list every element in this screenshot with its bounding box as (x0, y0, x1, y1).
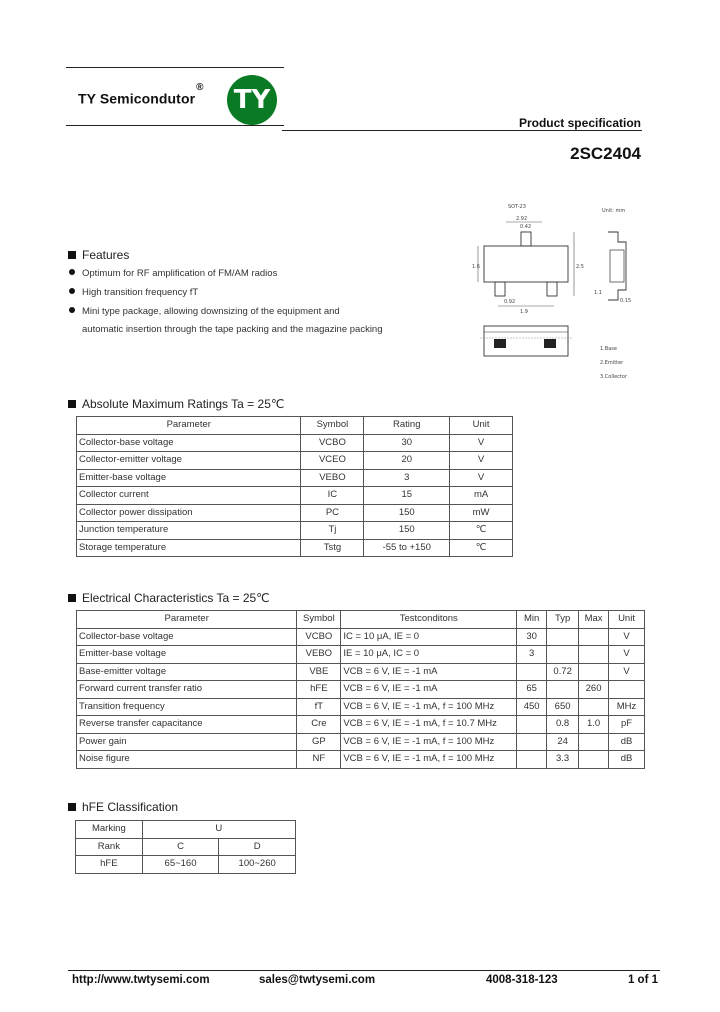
cell: 1.0 (579, 716, 609, 734)
dim-b: 0.42 (520, 224, 532, 230)
cell: VCB = 6 V, IE = -1 mA, f = 100 MHz (341, 751, 517, 769)
cell (579, 663, 609, 681)
table-row (76, 821, 296, 839)
cell: Rank (76, 838, 143, 856)
cell (579, 628, 609, 646)
cell: ℃ (450, 522, 513, 540)
cell: GP (297, 733, 341, 751)
cell: IE = 10 μA, IC = 0 (341, 646, 517, 664)
table-row (77, 539, 513, 557)
cell: VBE (297, 663, 341, 681)
cell: VCB = 6 V, IE = -1 mA, f = 100 MHz (341, 733, 517, 751)
cell: 30 (364, 434, 450, 452)
cell: VCB = 6 V, IE = -1 mA, f = 100 MHz (341, 698, 517, 716)
cell: VCBO (297, 628, 341, 646)
table-row (77, 698, 645, 716)
cell: Collector-base voltage (77, 628, 297, 646)
cell (517, 663, 547, 681)
header-cell: Min (517, 611, 547, 629)
cell: 260 (579, 681, 609, 699)
cell: VCB = 6 V, IE = -1 mA, f = 10.7 MHz (341, 716, 517, 734)
cell: VCB = 6 V, IE = -1 mA (341, 663, 517, 681)
cell: 3 (364, 469, 450, 487)
cell: dB (609, 751, 645, 769)
table-row (76, 838, 296, 856)
header-cell: Symbol (297, 611, 341, 629)
header-cell: Testconditons (341, 611, 517, 629)
footer-email-link[interactable]: sales@twtysemi.com (259, 974, 376, 986)
cell: 0.8 (547, 716, 579, 734)
part-number: 2SC2404 (570, 144, 641, 163)
features-heading: Features (68, 248, 129, 262)
table-row (77, 469, 513, 487)
table-row (77, 487, 513, 505)
cell: VCBO (301, 434, 364, 452)
cell: Emitter-base voltage (77, 646, 297, 664)
cell: 30 (517, 628, 547, 646)
dim-f: 1.6 (472, 264, 480, 270)
cell: IC (301, 487, 364, 505)
cell: hFE (76, 856, 143, 874)
cell: -55 to +150 (364, 539, 450, 557)
header-mid-rule (66, 125, 284, 126)
header-cell: Unit (450, 417, 513, 435)
cell: V (609, 646, 645, 664)
cell: Transition frequency (77, 698, 297, 716)
cell: 150 (364, 504, 450, 522)
abs-max-table (76, 416, 513, 557)
cell: VEBO (297, 646, 341, 664)
cell: 15 (364, 487, 450, 505)
dim-c: 1.9 (520, 309, 528, 315)
cell (517, 733, 547, 751)
cell (579, 698, 609, 716)
cell: Storage temperature (77, 539, 301, 557)
cell (579, 646, 609, 664)
header-cell: Parameter (77, 417, 301, 435)
table-header-row (77, 611, 645, 629)
cell (547, 681, 579, 699)
cell: D (219, 838, 296, 856)
cell: 3 (517, 646, 547, 664)
cell: mA (450, 487, 513, 505)
table-row (77, 681, 645, 699)
pin-1-label: 1.Base (600, 346, 617, 352)
footer-website-link[interactable]: http://www.twtysemi.com (72, 974, 210, 986)
feature-item: Mini type package, allowing downsizing of the equipment and (69, 306, 340, 317)
cell: pF (609, 716, 645, 734)
cell: 450 (517, 698, 547, 716)
cell: C (142, 838, 219, 856)
cell: Power gain (77, 733, 297, 751)
dim-h: 1.1 (594, 290, 602, 296)
company-logo: TY (227, 75, 277, 125)
cell: Marking (76, 821, 143, 839)
header-cell: Max (579, 611, 609, 629)
cell (579, 751, 609, 769)
table-row (77, 434, 513, 452)
cell: Base-emitter voltage (77, 663, 297, 681)
dim-g: 0.15 (620, 298, 632, 304)
cell: Collector-base voltage (77, 434, 301, 452)
header-cell: Rating (364, 417, 450, 435)
table-header-row (77, 417, 513, 435)
dim-d: 0.92 (504, 299, 516, 305)
cell: Collector current (77, 487, 301, 505)
feature-item: High transition frequency fT (69, 287, 198, 298)
cell: 65 (517, 681, 547, 699)
feature-item: Optimum for RF amplification of FM/AM radios (69, 268, 277, 279)
cell: V (609, 628, 645, 646)
cell: NF (297, 751, 341, 769)
table-row (77, 646, 645, 664)
header-cell: Symbol (301, 417, 364, 435)
table-row (76, 856, 296, 874)
table-row (77, 522, 513, 540)
cell (609, 681, 645, 699)
hfe-table (75, 820, 296, 874)
cell (579, 733, 609, 751)
pin-3-label: 3.Collector (600, 374, 627, 380)
table-row (77, 733, 645, 751)
cell: U (142, 821, 295, 839)
cell: 150 (364, 522, 450, 540)
footer-rule (68, 970, 660, 971)
cell: PC (301, 504, 364, 522)
hfe-heading: hFE Classification (68, 800, 178, 814)
company-name: TY Semicondutor® (78, 82, 204, 107)
cell (517, 716, 547, 734)
cell: V (450, 452, 513, 470)
cell: VEBO (301, 469, 364, 487)
cell: Emitter-base voltage (77, 469, 301, 487)
header-cell: Parameter (77, 611, 297, 629)
cell: 0.72 (547, 663, 579, 681)
cell: Tj (301, 522, 364, 540)
table-row (77, 452, 513, 470)
cell (547, 646, 579, 664)
cell: 100~260 (219, 856, 296, 874)
cell: Collector power dissipation (77, 504, 301, 522)
header-long-rule (282, 130, 642, 131)
cell: V (609, 663, 645, 681)
abs-max-heading: Absolute Maximum Ratings Ta = 25℃ (68, 397, 284, 411)
cell: Junction temperature (77, 522, 301, 540)
footer-page-number: 1 of 1 (627, 974, 658, 986)
cell: Cre (297, 716, 341, 734)
package-label: SOT-23 (508, 204, 526, 210)
cell: MHz (609, 698, 645, 716)
cell: Tstg (301, 539, 364, 557)
package-outline-drawing (470, 198, 650, 384)
cell: 24 (547, 733, 579, 751)
cell: Collector-emitter voltage (77, 452, 301, 470)
header-top-rule (66, 67, 284, 68)
cell: V (450, 469, 513, 487)
cell: 20 (364, 452, 450, 470)
elec-table (76, 610, 645, 769)
unit-note: Unit: mm (602, 208, 626, 214)
cell: hFE (297, 681, 341, 699)
doc-type: Product specification (518, 116, 641, 130)
cell (547, 628, 579, 646)
cell (517, 751, 547, 769)
table-row (77, 628, 645, 646)
header-cell: Typ (547, 611, 579, 629)
cell: 3.3 (547, 751, 579, 769)
cell: 65~160 (142, 856, 219, 874)
cell: VCB = 6 V, IE = -1 mA (341, 681, 517, 699)
table-row (77, 663, 645, 681)
feature-item-continuation: automatic insertion through the tape packing and the magazine packing (82, 324, 383, 335)
cell: ℃ (450, 539, 513, 557)
cell: IC = 10 μA, IE = 0 (341, 628, 517, 646)
cell: VCEO (301, 452, 364, 470)
header-cell: Unit (609, 611, 645, 629)
elec-heading: Electrical Characteristics Ta = 25℃ (68, 591, 270, 605)
cell: 650 (547, 698, 579, 716)
dim-e: 2.5 (576, 264, 584, 270)
cell: Noise figure (77, 751, 297, 769)
table-row (77, 751, 645, 769)
footer-phone: 4008-318-123 (486, 974, 558, 986)
table-row (77, 716, 645, 734)
cell: mW (450, 504, 513, 522)
cell: dB (609, 733, 645, 751)
cell: Forward current transfer ratio (77, 681, 297, 699)
dim-a: 2.92 (516, 216, 528, 222)
cell: fT (297, 698, 341, 716)
cell: Reverse transfer capacitance (77, 716, 297, 734)
cell: V (450, 434, 513, 452)
pin-2-label: 2.Emitter (600, 360, 624, 366)
table-row (77, 504, 513, 522)
